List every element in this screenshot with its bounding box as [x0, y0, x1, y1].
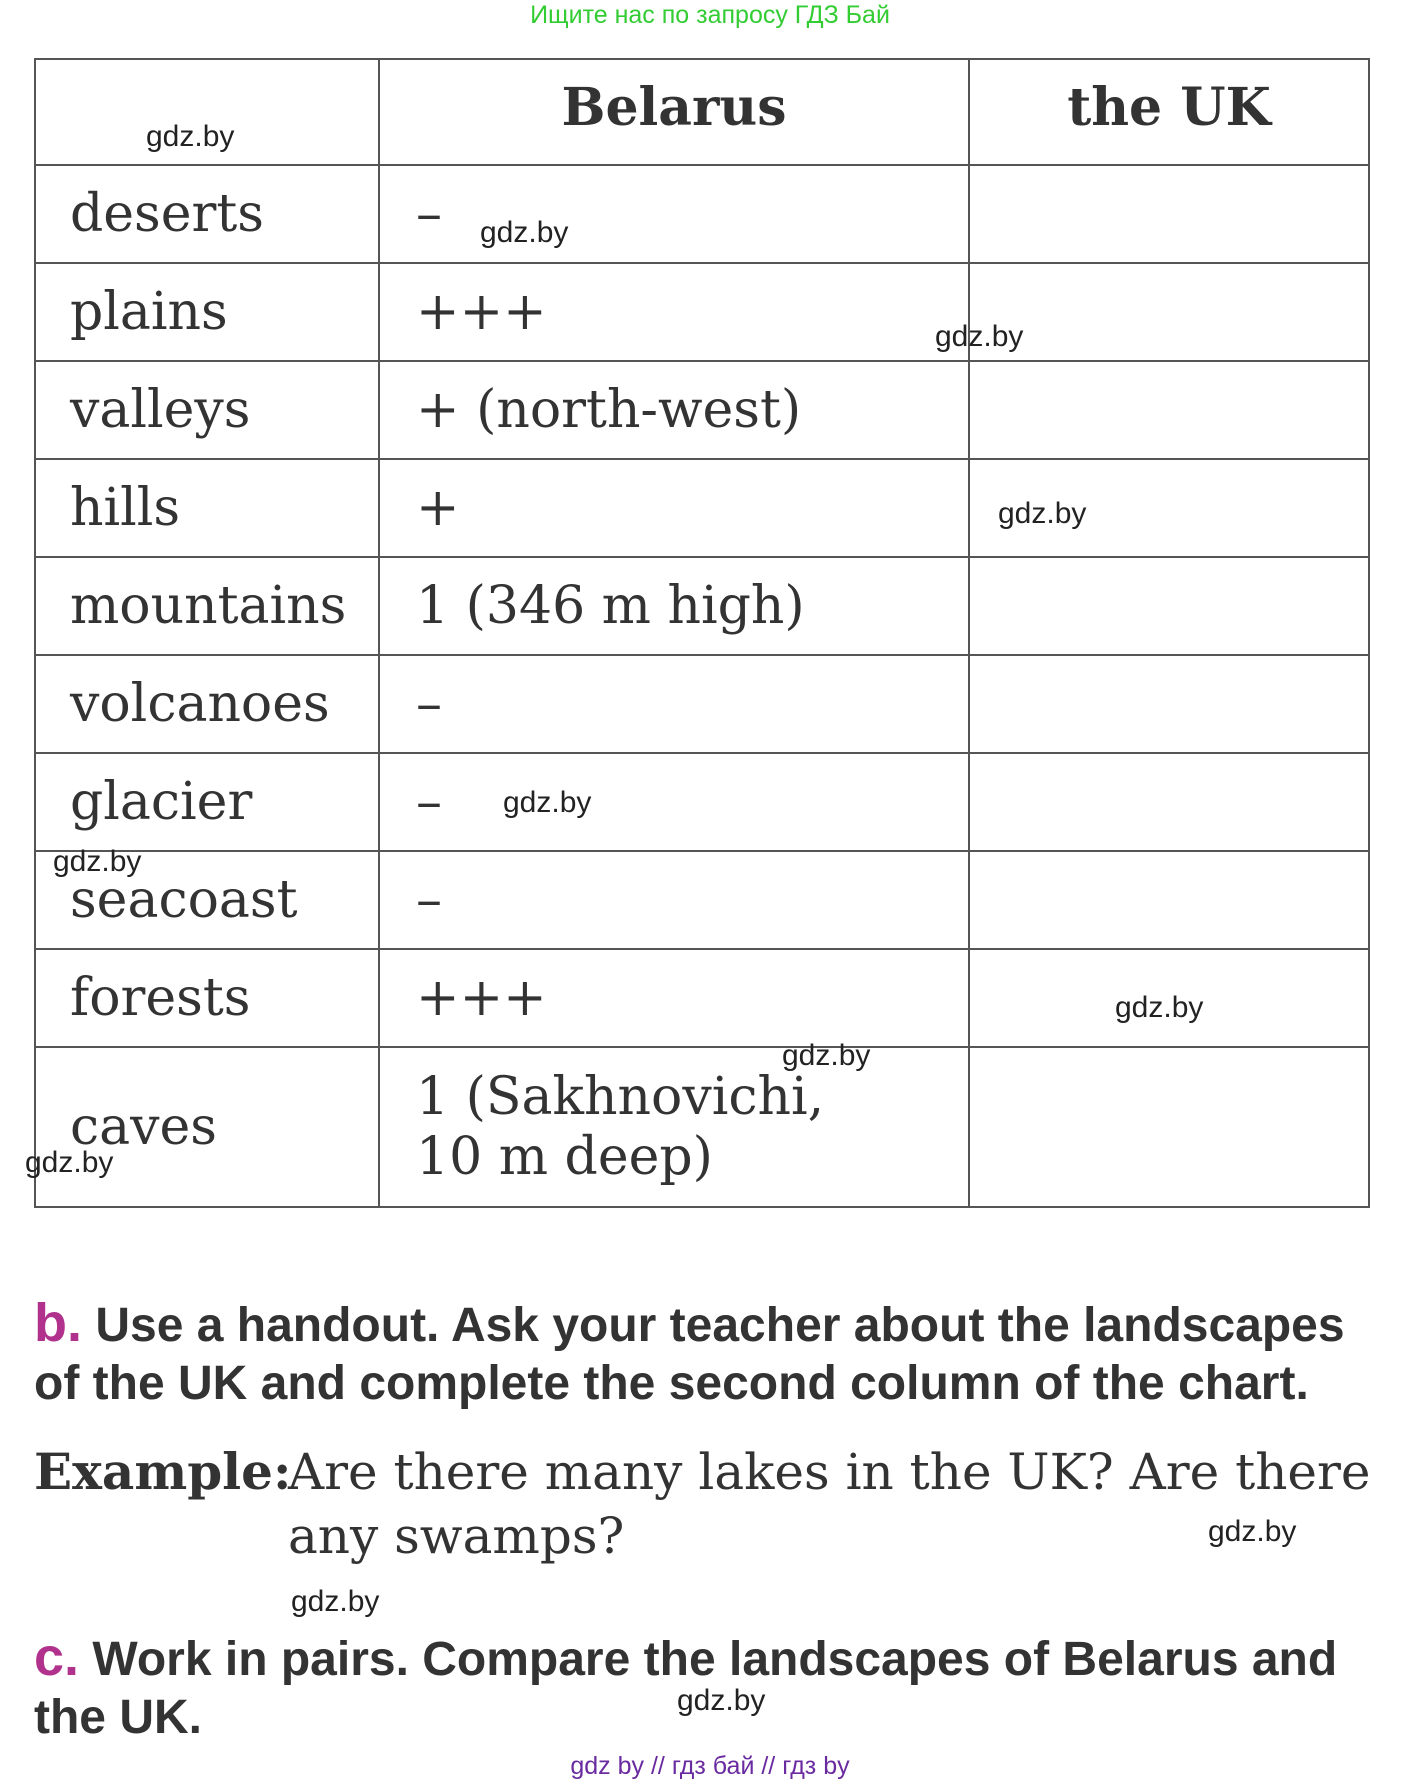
belarus-cell-line: 10 m deep) — [416, 1127, 713, 1187]
feature-cell: mountains — [35, 557, 379, 655]
belarus-cell: + — [379, 459, 969, 557]
belarus-cell: – — [379, 165, 969, 263]
belarus-cell-line: 1 (Sakhnovichi, — [416, 1067, 825, 1127]
feature-cell: forests — [35, 949, 379, 1047]
example-text: Are there many lakes in the UK? Are there any swamps? — [288, 1443, 1371, 1565]
watermark: gdz.by — [480, 216, 569, 249]
table-row — [35, 165, 1369, 263]
belarus-cell: +++ — [379, 263, 969, 361]
table-row — [35, 1047, 1369, 1207]
uk-cell — [969, 361, 1369, 459]
watermark: gdz.by — [935, 320, 1024, 353]
watermark: gdz.by — [1208, 1515, 1297, 1548]
watermark: gdz.by — [677, 1684, 766, 1717]
belarus-cell: – — [379, 655, 969, 753]
table-row — [35, 557, 1369, 655]
table-row — [35, 753, 1369, 851]
top-banner: Ищите нас по запросу ГДЗ Бай — [530, 1, 890, 29]
task-b — [34, 1294, 1374, 1413]
uk-cell — [969, 165, 1369, 263]
task-b-text: Use a handout. Ask your teacher about the landscapes of the UK and complete the second column of the chart. — [34, 1299, 1345, 1410]
landscape-table — [34, 58, 1370, 1208]
table-row — [35, 851, 1369, 949]
uk-cell — [969, 1047, 1369, 1207]
watermark: gdz.by — [25, 1146, 114, 1179]
watermark: gdz.by — [291, 1585, 380, 1618]
watermark: gdz.by — [998, 497, 1087, 530]
table-row — [35, 361, 1369, 459]
footer: gdz by // гдз бай // гдз by — [570, 1752, 850, 1780]
table-row — [35, 459, 1369, 557]
belarus-cell — [379, 1047, 969, 1207]
table-header-row — [35, 59, 1369, 165]
uk-cell — [969, 263, 1369, 361]
uk-cell — [969, 851, 1369, 949]
feature-cell: hills — [35, 459, 379, 557]
feature-cell: deserts — [35, 165, 379, 263]
watermark: gdz.by — [1115, 991, 1204, 1024]
header-belarus: Belarus — [379, 59, 969, 165]
watermark: gdz.by — [503, 786, 592, 819]
header-uk: the UK — [969, 59, 1369, 165]
example-label: Example: — [34, 1442, 292, 1501]
feature-cell: plains — [35, 263, 379, 361]
uk-cell — [969, 557, 1369, 655]
belarus-cell: + (north-west) — [379, 361, 969, 459]
feature-cell: seacoast — [35, 851, 379, 949]
table-row — [35, 655, 1369, 753]
task-b-letter: b. — [34, 1293, 82, 1353]
table-row — [35, 263, 1369, 361]
watermark: gdz.by — [146, 120, 235, 153]
uk-cell — [969, 753, 1369, 851]
watermark: gdz.by — [782, 1039, 871, 1072]
feature-cell: caves — [35, 1047, 379, 1207]
belarus-cell: 1 (346 m high) — [379, 557, 969, 655]
feature-cell: glacier — [35, 753, 379, 851]
belarus-cell: – — [379, 753, 969, 851]
belarus-cell: – — [379, 851, 969, 949]
task-c-letter: c. — [34, 1627, 80, 1687]
feature-cell: volcanoes — [35, 655, 379, 753]
belarus-cell: +++ — [379, 949, 969, 1047]
watermark: gdz.by — [53, 845, 142, 878]
uk-cell — [969, 655, 1369, 753]
task-c-text: Work in pairs. Compare the landscapes of Belarus and the UK. — [34, 1633, 1338, 1744]
feature-cell: valleys — [35, 361, 379, 459]
example-block — [34, 1440, 1374, 1568]
